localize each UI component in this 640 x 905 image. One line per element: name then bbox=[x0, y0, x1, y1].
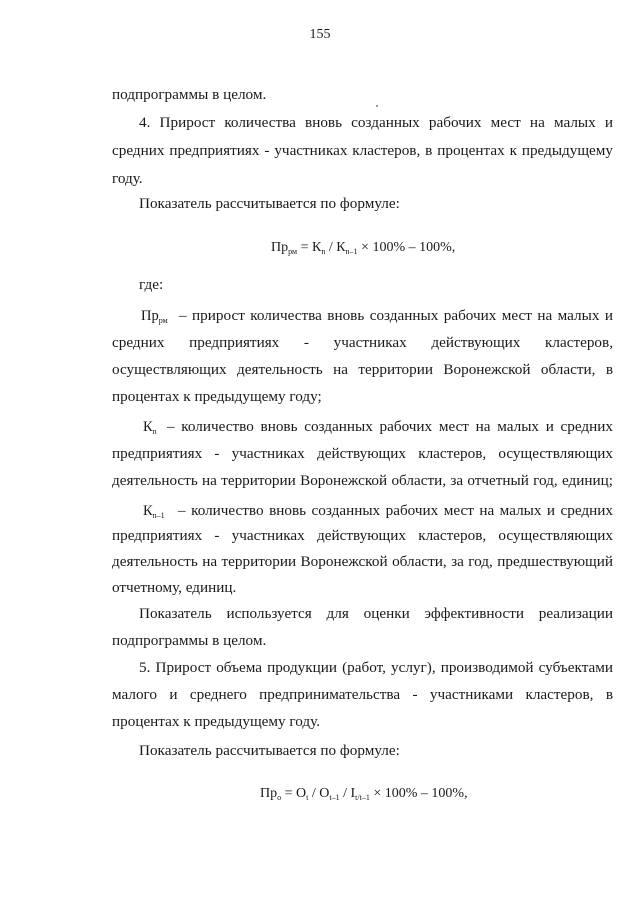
definition-line bbox=[143, 502, 165, 520]
text-line: Показатель рассчитывается по формуле: bbox=[139, 742, 400, 759]
scan-speck bbox=[376, 105, 378, 107]
text-line: – количество вновь созданных рабочих мест на малых и средних bbox=[178, 502, 613, 519]
text-line: Показатель используется для оценки эффективности реализации bbox=[139, 605, 613, 622]
text-line: где: bbox=[139, 276, 164, 293]
text-line: малого и среднего предпринимательства - участниками кластеров, в bbox=[112, 686, 613, 703]
symbol-k-n-1: $К_{n-1}$ bbox=[143, 503, 165, 520]
page-number: 155 bbox=[309, 27, 331, 42]
text-line: осуществляющих деятельность на территории Воронежской области, в bbox=[112, 361, 613, 378]
definition-line bbox=[141, 307, 168, 325]
text-line: процентах к предыдущему году. bbox=[112, 713, 320, 730]
text-line: Показатель рассчитывается по формуле: bbox=[139, 195, 400, 212]
text-line: средних предприятиях - участниках кластеров, в процентах к предыдущему bbox=[112, 142, 613, 159]
symbol-pr-rm: $Пр_{рм}$ bbox=[141, 308, 168, 325]
text-line: 5. Прирост объема продукции (работ, услуг), производимой субъектами bbox=[139, 659, 613, 676]
text-line: деятельность на территории Воронежской области, за отчетный год, единиц; bbox=[112, 472, 613, 489]
text-line: году. bbox=[112, 170, 143, 187]
text-line: деятельность на территории Воронежской области, за год, предшествующий bbox=[112, 553, 613, 570]
text-line: подпрограммы в целом. bbox=[112, 86, 267, 103]
text-line: подпрограммы в целом. bbox=[112, 632, 267, 649]
text-line: отчетному, единиц. bbox=[112, 579, 237, 596]
text-line: – прирост количества вновь созданных рабочих мест на малых и bbox=[179, 307, 613, 324]
symbol-k-n: $К_n$ bbox=[143, 419, 157, 436]
text-line: 4. Прирост количества вновь созданных рабочих мест на малых и bbox=[139, 114, 613, 131]
definition-line bbox=[143, 418, 157, 436]
formula-growth-output: $Пр_о = O_t / O_{t-1} / I_{t/t-1} \times 100\% - 100\%$, bbox=[260, 786, 468, 802]
text-line: – количество вновь созданных рабочих мест на малых и средних bbox=[167, 418, 613, 435]
text-line: предприятиях - участниках действующих кластеров, осуществляющих bbox=[112, 527, 613, 544]
formula-growth-jobs: $Пр_{рм} = К_n / К_{n-1} \times 100\% - 100\%$, bbox=[271, 240, 456, 256]
text-line: средних предприятиях - участниках действующих кластеров, bbox=[112, 334, 613, 351]
text-line: предприятиях - участниках действующих кластеров, осуществляющих bbox=[112, 445, 613, 462]
text-line: процентах к предыдущему году; bbox=[112, 388, 322, 405]
